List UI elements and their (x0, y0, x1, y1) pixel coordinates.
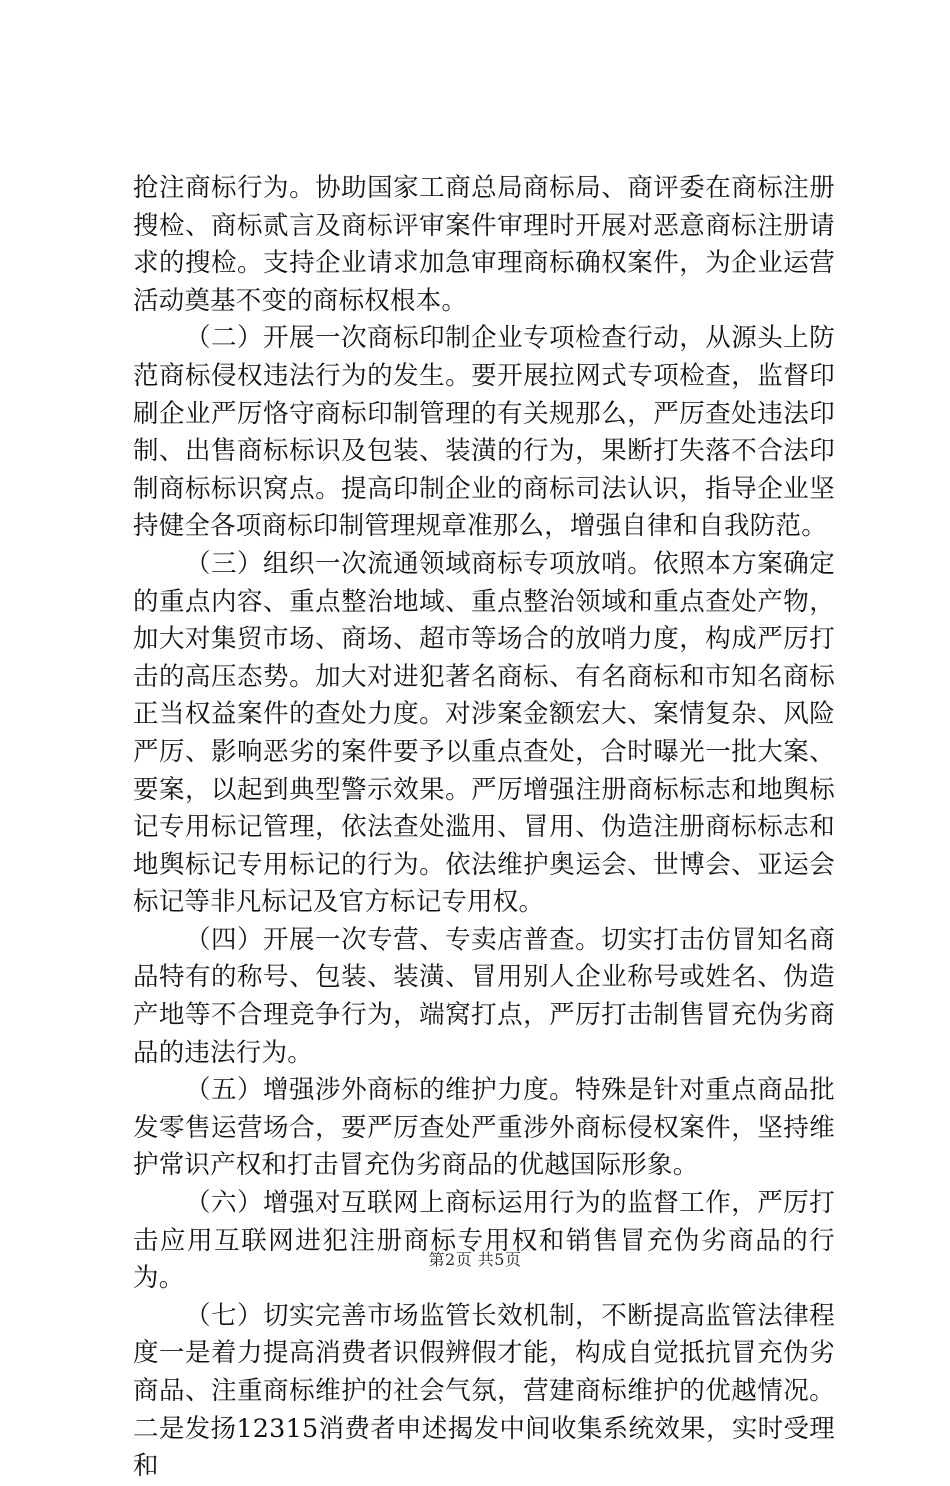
paragraph-item-6: （六）增强对互联网上商标运用行为的监督工作，严厉打击应用互联网进犯注册商标专用权和销售冒充伪劣商品的行为。 (133, 1188, 835, 1294)
paragraph-item-3: （三）组织一次流通领域商标专项放哨。依照本方案确定的重点内容、重点整治地域、重点整治领域和重点查处产物，加大对集贸市场、商场、超市等场合的放哨力度，构成严厉打击的高压态势。加大对进犯著名商标、有名商标和市知名商标正当权益案件的查处力度。对涉案金额宏大、案情复杂、风险严厉、影响恶劣的案件要予以重点查处，合时曝光一批大案、要案，以起到典型警示效果。严厉增强注册商标标志和地舆标记专用标记管理，依法查处滥用、冒用、伪造注册商标标志和地舆标记专用标记的行为。依法维护奥运会、世博会、亚运会标记等非凡标记及官方标记专用权。 (133, 548, 835, 918)
page-number-footer: 第2页 共5页 (428, 1250, 522, 1269)
paragraph-item-4: （四）开展一次专营、专卖店普查。切实打击仿冒知名商品特有的称号、包装、装潢、冒用别人企业称号或姓名、伪造产地等不合理竞争行为，端窝打点，严厉打击制售冒充伪劣商品的违法行为。 (133, 924, 835, 1068)
document-body (133, 170, 835, 1486)
paragraph-item-5: （五）增强涉外商标的维护力度。特殊是针对重点商品批发零售运营场合，要严厉查处严重涉外商标侵权案件，坚持维护常识产权和打击冒充伪劣商品的优越国际形象。 (133, 1075, 835, 1181)
paragraph-item-7: （七）切实完善市场监管长效机制，不断提高监管法律程度一是着力提高消费者识假辨假才能，构成自觉抵抗冒充伪劣商品、注重商标维护的社会气氛，营建商标维护的优越情况。二是发扬12315消费者申述揭发中间收集系统效果，实时受理和 (133, 1300, 835, 1482)
paragraph-continuation: 抢注商标行为。协助国家工商总局商标局、商评委在商标注册搜检、商标贰言及商标评审案件审理时开展对恶意商标注册请求的搜检。支持企业请求加急审理商标确权案件，为企业运营活动奠基不变的商标权根本。 (133, 173, 835, 316)
paragraph-item-2: （二）开展一次商标印制企业专项检查行动，从源头上防范商标侵权违法行为的发生。要开展拉网式专项检查，监督印刷企业严厉恪守商标印制管理的有关规那么，严厉查处违法印制、出售商标标识及包装、装潢的行为，果断打失落不合法印制商标标识窝点。提高印制企业的商标司法认识，指导企业坚持健全各项商标印制管理规章准那么，增强自律和自我防范。 (133, 323, 835, 542)
